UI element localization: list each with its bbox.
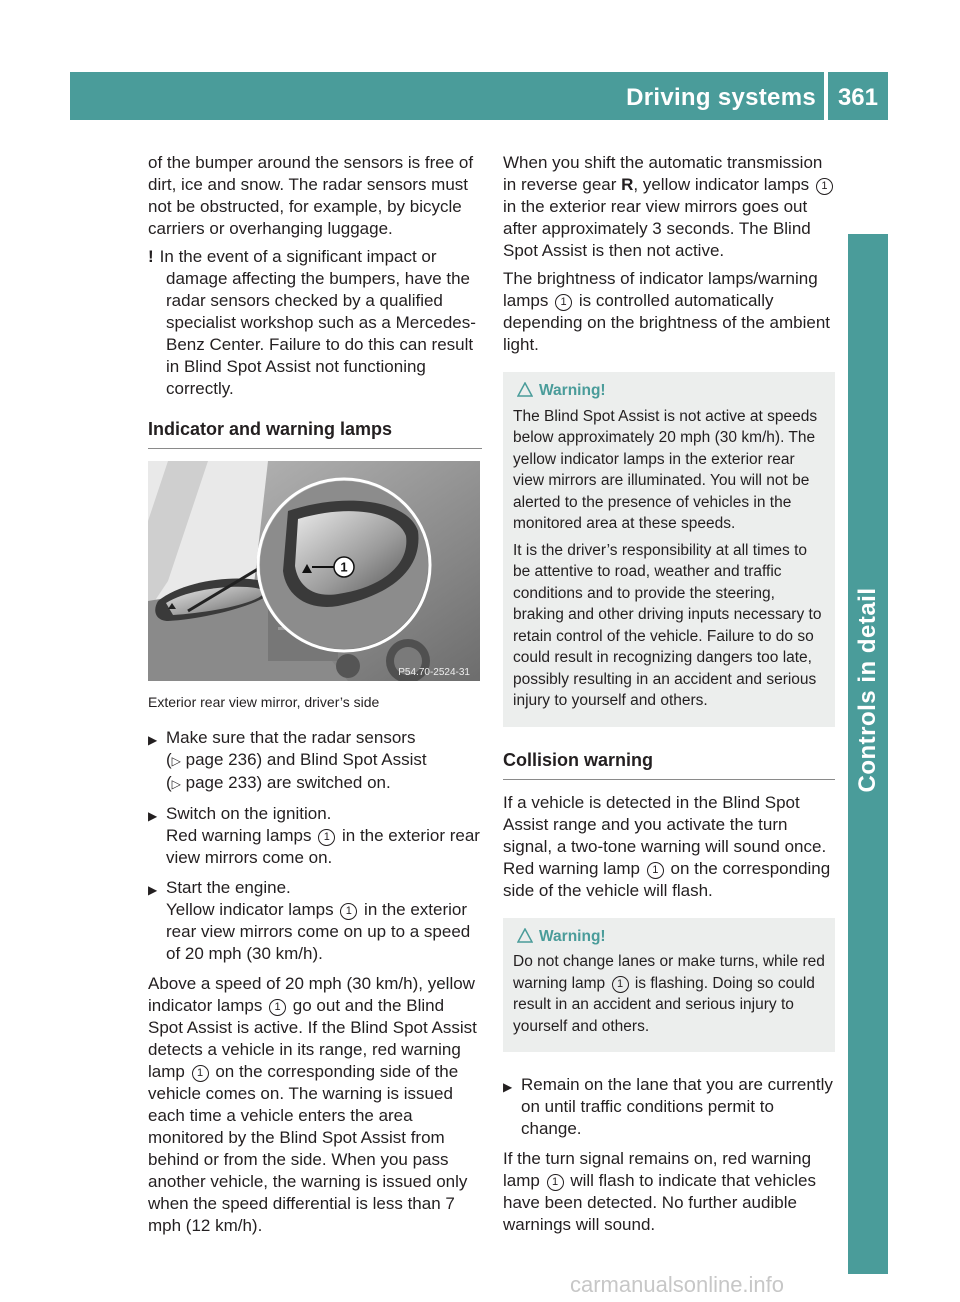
page-number: 361 [837,84,878,111]
intro-paragraph: of the bumper around the sensors is free of dirt, ice and snow. The radar sensors must not be obstructed, for example, by bicycle carriers or overhanging luggage. [148,153,474,238]
callout-number-icon: 1 [192,1065,209,1082]
callout-number-icon: 1 [318,829,335,846]
mirror-figure [148,461,480,681]
step-marker-icon: ▶ [503,1080,513,1094]
callout-number-icon: 1 [547,1174,564,1191]
right-column [503,152,835,1242]
body-paragraph: When you shift the automatic transmission in reverse gear R, yellow indicator lamps 1 in the exterior rear view mirrors goes out after approximately 3 seconds. The Blind Spot Assist is then not active. [503,152,835,262]
header-bar [70,72,888,120]
section-heading-collision-warning: Collision warning [503,749,835,780]
warning-box [503,372,835,727]
left-column [148,152,482,1243]
figure-callout-1: 1 [340,559,348,575]
body-paragraph: The brightness of indicator lamps/warning lamps 1 is controlled automatically depending on the brightness of the ambient light. [503,269,831,354]
warning-triangle-icon [517,928,533,943]
instruction-step: ▶ Start the engine. Yellow indicator lamps 1 in the exterior rear view mirrors come on up to a speed of 20 mph (30 km/h). [148,878,471,963]
step-marker-icon: ▶ [148,733,158,747]
instruction-step: ▶ Switch on the ignition. Red warning lamps 1 in the exterior rear view mirrors come on. [148,804,480,867]
warning-box [503,918,835,1053]
side-tab-label: Controls in detail [854,587,881,793]
section-title: Driving systems [626,84,816,111]
section-heading-indicator-lamps: Indicator and warning lamps [148,418,482,449]
body-paragraph: Above a speed of 20 mph (30 km/h), yellow indicator lamps 1 go out and the Blind Spot Assist is active. If the Blind Spot Assist detects a vehicle in its range, red warning lamp 1 on the corresponding side of the vehicle comes on. The warning is issued each time a vehicle enters the area monitored by the Blind Spot Assist from behind or from the side. When you pass another vehicle, the warning is issued only when the speed differential is less than 7 mph (12 km/h). [148,974,477,1235]
callout-number-icon: 1 [269,999,286,1016]
caution-note [148,246,482,400]
page-ref-icon: ▷ [171,777,181,791]
warning-text: It is the driver’s responsibility at all times to be attentive to road, weather and traffic conditions and to provide the steering, braking and other driving inputs necessary to retain control of the vehicle. Failure to do so could result in recognizing dangers too late, possibly resulting in an accident and serious injury to yourself and others. [513,541,822,709]
warning-title: Warning! [513,926,827,948]
step-marker-icon: ▶ [148,809,158,823]
figure-code: P54.70-2524-31 [398,667,470,678]
callout-number-icon: 1 [612,976,629,993]
watermark: carmanualsonline.info [570,1272,785,1297]
caution-icon: ! [148,247,154,266]
callout-number-icon: 1 [816,178,833,195]
step-marker-icon: ▶ [148,883,158,897]
header-divider [824,72,828,120]
callout-number-icon: 1 [555,294,572,311]
body-paragraph: If the turn signal remains on, red warning lamp 1 will flash to indicate that vehicles have been detected. No further audible warnings will sound. [503,1149,817,1234]
figure-caption: Exterior rear view mirror, driver’s side [148,694,380,710]
caution-text: In the event of a significant impact or damage affecting the bumpers, have the radar sensors checked by a qualified specialist workshop such as a Mercedes-Benz Center. Failure to do this can result in Blind Spot Assist not functioning correctly. [159,247,476,398]
page-ref-icon: ▷ [171,754,181,768]
instruction-step: ▶ Make sure that the radar sensors (▷ page 236) and Blind Spot Assist (▷ page 233) are switched on. [148,728,427,792]
mirror-illustration [148,461,480,681]
warning-triangle-icon [517,382,533,397]
callout-number-icon: 1 [340,903,357,920]
warning-text: Do not change lanes or make turns, while red warning lamp 1 is flashing. Doing so could result in an accident and serious injury to yourself and others. [513,953,825,1035]
warning-text: The Blind Spot Assist is not active at speeds below approximately 20 mph (30 km/h). The yellow indicator lamps in the exterior rear view mirrors are illuminated. You will not be alerted to the presence of vehicles in the monitored area at these speeds. [513,407,818,532]
instruction-step: ▶ Remain on the lane that you are currently on until traffic conditions permit to change. [503,1075,833,1138]
callout-number-icon: 1 [647,862,664,879]
body-paragraph: If a vehicle is detected in the Blind Spot Assist range and you activate the turn signal, a two-tone warning will sound once. Red warning lamp 1 on the corresponding side of the vehicle will flash. [503,792,831,900]
warning-title: Warning! [513,380,827,402]
gear-label: R [621,175,634,194]
